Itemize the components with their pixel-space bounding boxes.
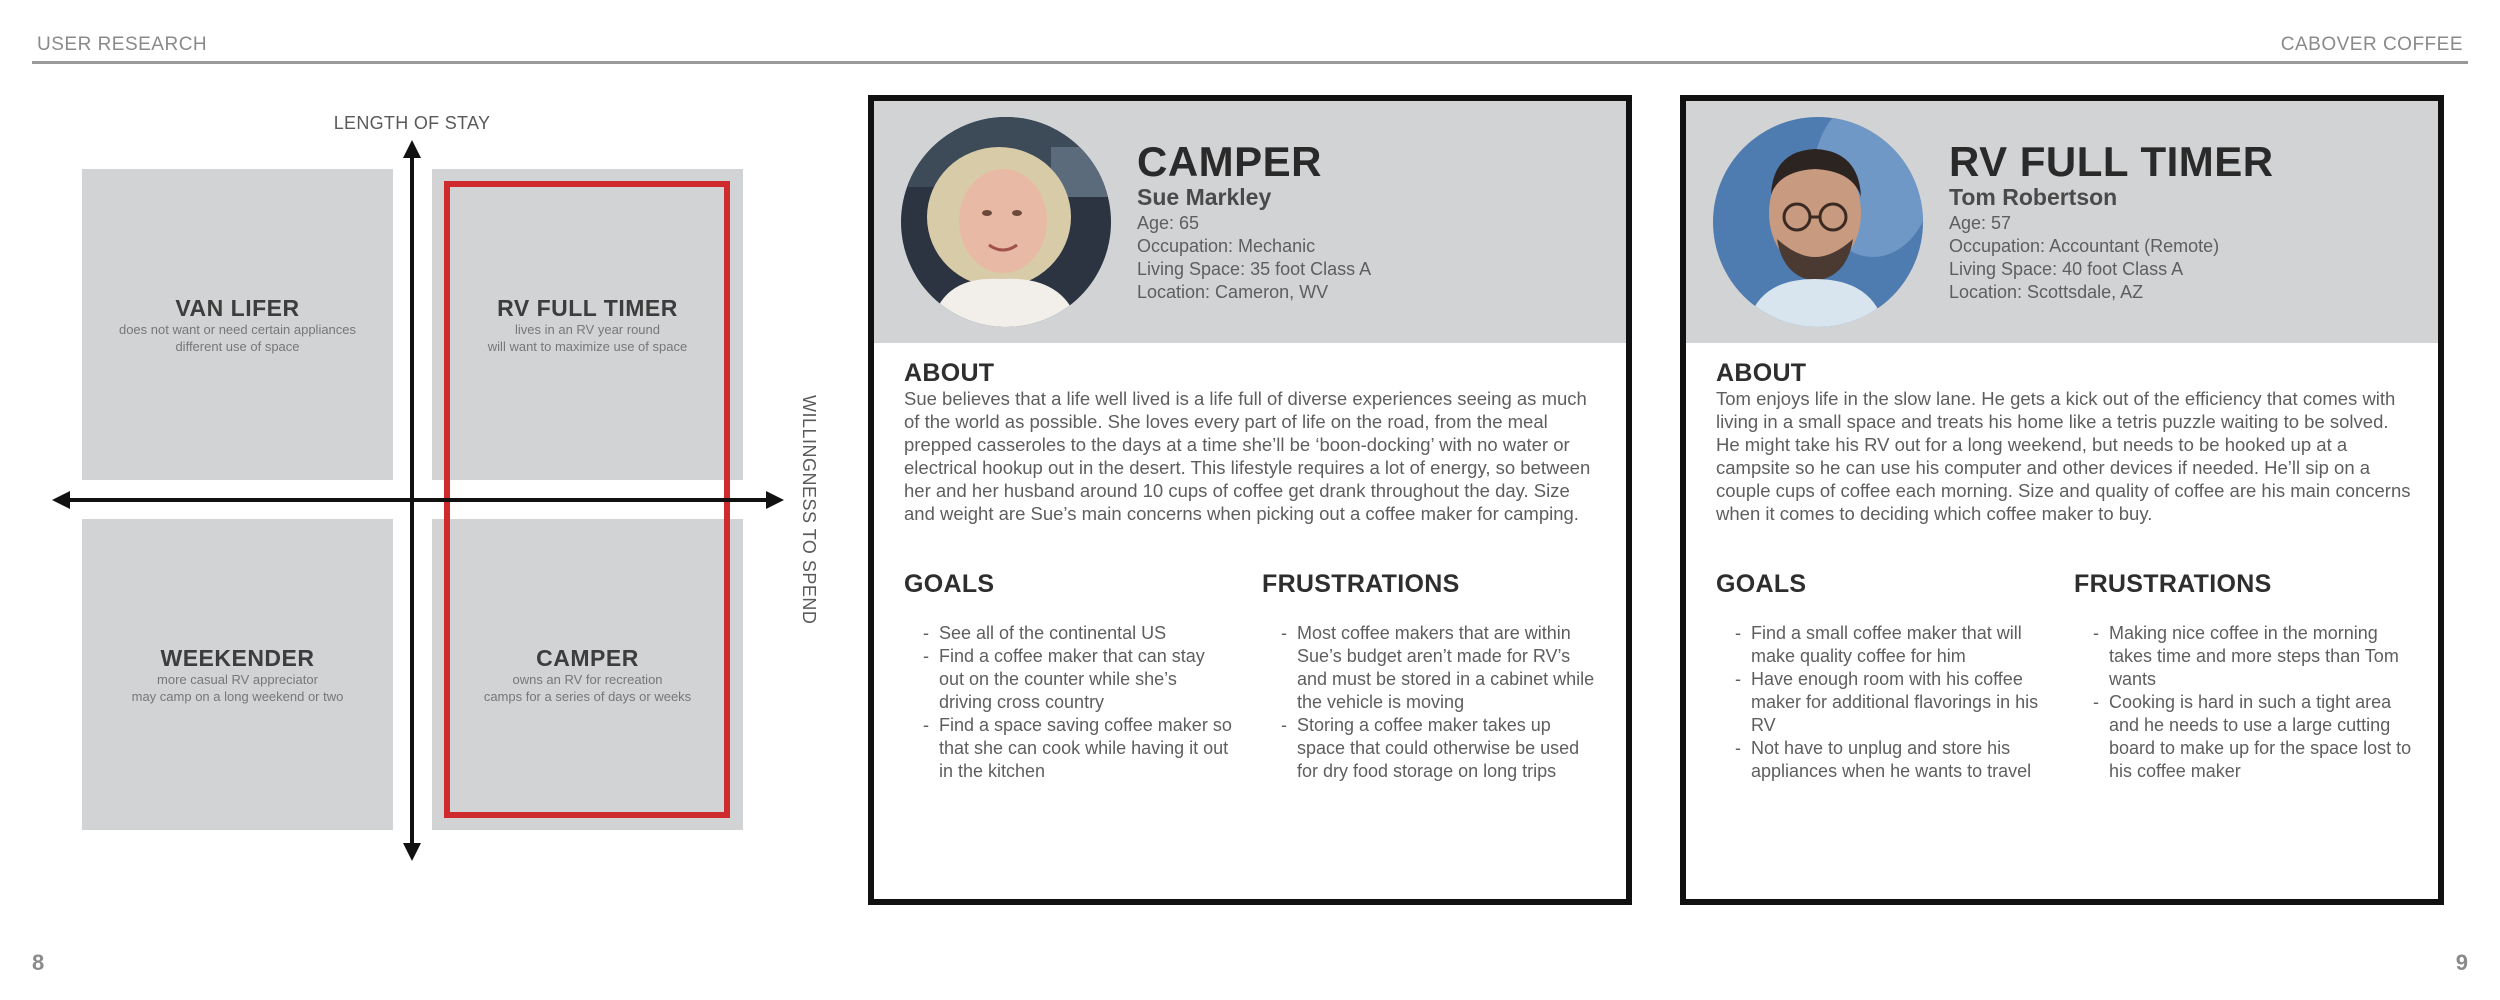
horizontal-axis xyxy=(68,498,768,502)
goals-list xyxy=(1716,622,2046,783)
goals-list xyxy=(904,622,1234,783)
header-project-label: CABOVER COFFEE xyxy=(2280,34,2463,55)
quadrant-desc: different use of space xyxy=(175,338,300,354)
quadrant-desc: more casual RV appreciator xyxy=(157,671,318,687)
axis-label-willingness-to-spend: WILLINGNESS TO SPEND xyxy=(799,395,819,625)
portrait-photo xyxy=(901,117,1111,327)
persona-age: Age: 57 xyxy=(1949,213,2012,233)
goal-item: - Find a coffee maker that can stay out on the counter while she’s driving cross country xyxy=(904,645,1234,714)
goal-item: - Have enough room with his coffee maker for additional flavorings in his RV xyxy=(1716,668,2046,737)
about-heading: ABOUT xyxy=(904,359,995,387)
quadrant-desc: lives in an RV year round xyxy=(514,321,660,337)
frustration-item: - Storing a coffee maker takes up space that could otherwise be used for dry food storage on long trips xyxy=(1262,714,1602,783)
frustrations-heading: FRUSTRATIONS xyxy=(1262,570,1460,598)
arrow-up-icon xyxy=(403,140,421,158)
page-number-right: 9 xyxy=(2455,950,2468,975)
persona-location: Location: Scottsdale, AZ xyxy=(1949,282,2144,302)
about-text: Tom enjoys life in the slow lane. He gets a kick out of the efficiency that comes with living in a small space and treats his home like a tetris puzzle waiting to be solved. He might take his RV out for a long weekend, but needs to be hooked up at a campsite so he can use his computer and other devices if needed. He’ll sip on a couple cups of coffee each morning. Size and quality of coffee are his main concerns when it comes to deciding which coffee maker to buy. xyxy=(1716,388,2411,524)
frustrations-list xyxy=(2074,622,2414,783)
persona-card-camper xyxy=(868,95,1632,905)
arrow-down-icon xyxy=(403,843,421,861)
persona-title: CAMPER xyxy=(1137,138,1323,185)
quadrant-title: VAN LIFER xyxy=(175,294,300,321)
goals-heading: GOALS xyxy=(904,570,995,598)
goals-heading: GOALS xyxy=(1716,570,1807,598)
quadrant-weekender xyxy=(82,519,393,830)
frustration-item: - Cooking is hard in such a tight area and he needs to use a large cutting board to make up for the space lost to his coffee maker xyxy=(2074,691,2414,783)
goal-item: - Find a space saving coffee maker so that she can cook while having it out in the kitchen xyxy=(904,714,1234,783)
goal-item: - See all of the continental US xyxy=(904,622,1234,645)
frustration-item: - Most coffee makers that are within Sue’s budget aren’t made for RV’s and must be stored in a cabinet while the vehicle is moving xyxy=(1262,622,1602,714)
quadrant-title: WEEKENDER xyxy=(160,644,315,671)
persona-title: RV FULL TIMER xyxy=(1949,138,2274,185)
persona-header xyxy=(874,101,1626,343)
header-section-label: USER RESEARCH xyxy=(37,34,208,55)
quadrant-title: CAMPER xyxy=(536,644,639,671)
persona-facts xyxy=(1949,212,2219,304)
about-heading: ABOUT xyxy=(1716,359,1807,387)
arrow-right-icon xyxy=(766,491,784,509)
header-rule xyxy=(32,61,2468,64)
persona-header xyxy=(1686,101,2438,343)
frustrations-list xyxy=(1262,622,1602,783)
persona-occupation: Occupation: Mechanic xyxy=(1137,236,1316,256)
quadrant-desc: may camp on a long weekend or two xyxy=(131,688,344,704)
frustrations-heading: FRUSTRATIONS xyxy=(2074,570,2272,598)
axis-label-length-of-stay: LENGTH OF STAY xyxy=(333,113,491,133)
quadrant-desc: will want to maximize use of space xyxy=(487,338,688,354)
quadrant-title: RV FULL TIMER xyxy=(497,294,678,321)
page-number-left: 8 xyxy=(32,950,45,975)
persona-name: Tom Robertson xyxy=(1949,184,2118,210)
persona-occupation: Occupation: Accountant (Remote) xyxy=(1949,236,2220,256)
quadrant-desc: camps for a series of days or weeks xyxy=(483,688,692,704)
frustration-item: - Making nice coffee in the morning takes time and more steps than Tom wants xyxy=(2074,622,2414,691)
persona-card-rv-full-timer xyxy=(1680,95,2444,905)
persona-living-space: Living Space: 35 foot Class A xyxy=(1137,259,1372,279)
portrait-photo xyxy=(1713,117,1923,327)
avatar xyxy=(1713,117,1923,327)
persona-living-space: Living Space: 40 foot Class A xyxy=(1949,259,2184,279)
quadrant-desc: does not want or need certain appliances xyxy=(118,321,357,337)
goal-item: - Find a small coffee maker that will make quality coffee for him xyxy=(1716,622,2046,668)
persona-facts xyxy=(1137,212,1371,304)
quadrant-desc: owns an RV for recreation xyxy=(512,671,663,687)
goal-item: - Not have to unplug and store his appliances when he wants to travel xyxy=(1716,737,2046,783)
avatar xyxy=(901,117,1111,327)
quadrant-van-lifer xyxy=(82,169,393,480)
arrow-left-icon xyxy=(52,491,70,509)
persona-location: Location: Cameron, WV xyxy=(1137,282,1329,302)
persona-age: Age: 65 xyxy=(1137,213,1200,233)
persona-name: Sue Markley xyxy=(1137,184,1272,210)
about-text: Sue believes that a life well lived is a life full of diverse experiences seeing as much of the world as possible. She loves every part of life on the road, from the meal prepped casseroles to the days at a time she’ll be ‘boon-docking’ with no water or electrical hookup out in the desert. This lifestyle requires a lot of energy, so between her and her husband around 10 cups of coffee get drank throughout the day. Size and weight are Sue’s main concerns when picking out a coffee maker for camping. xyxy=(904,388,1591,524)
